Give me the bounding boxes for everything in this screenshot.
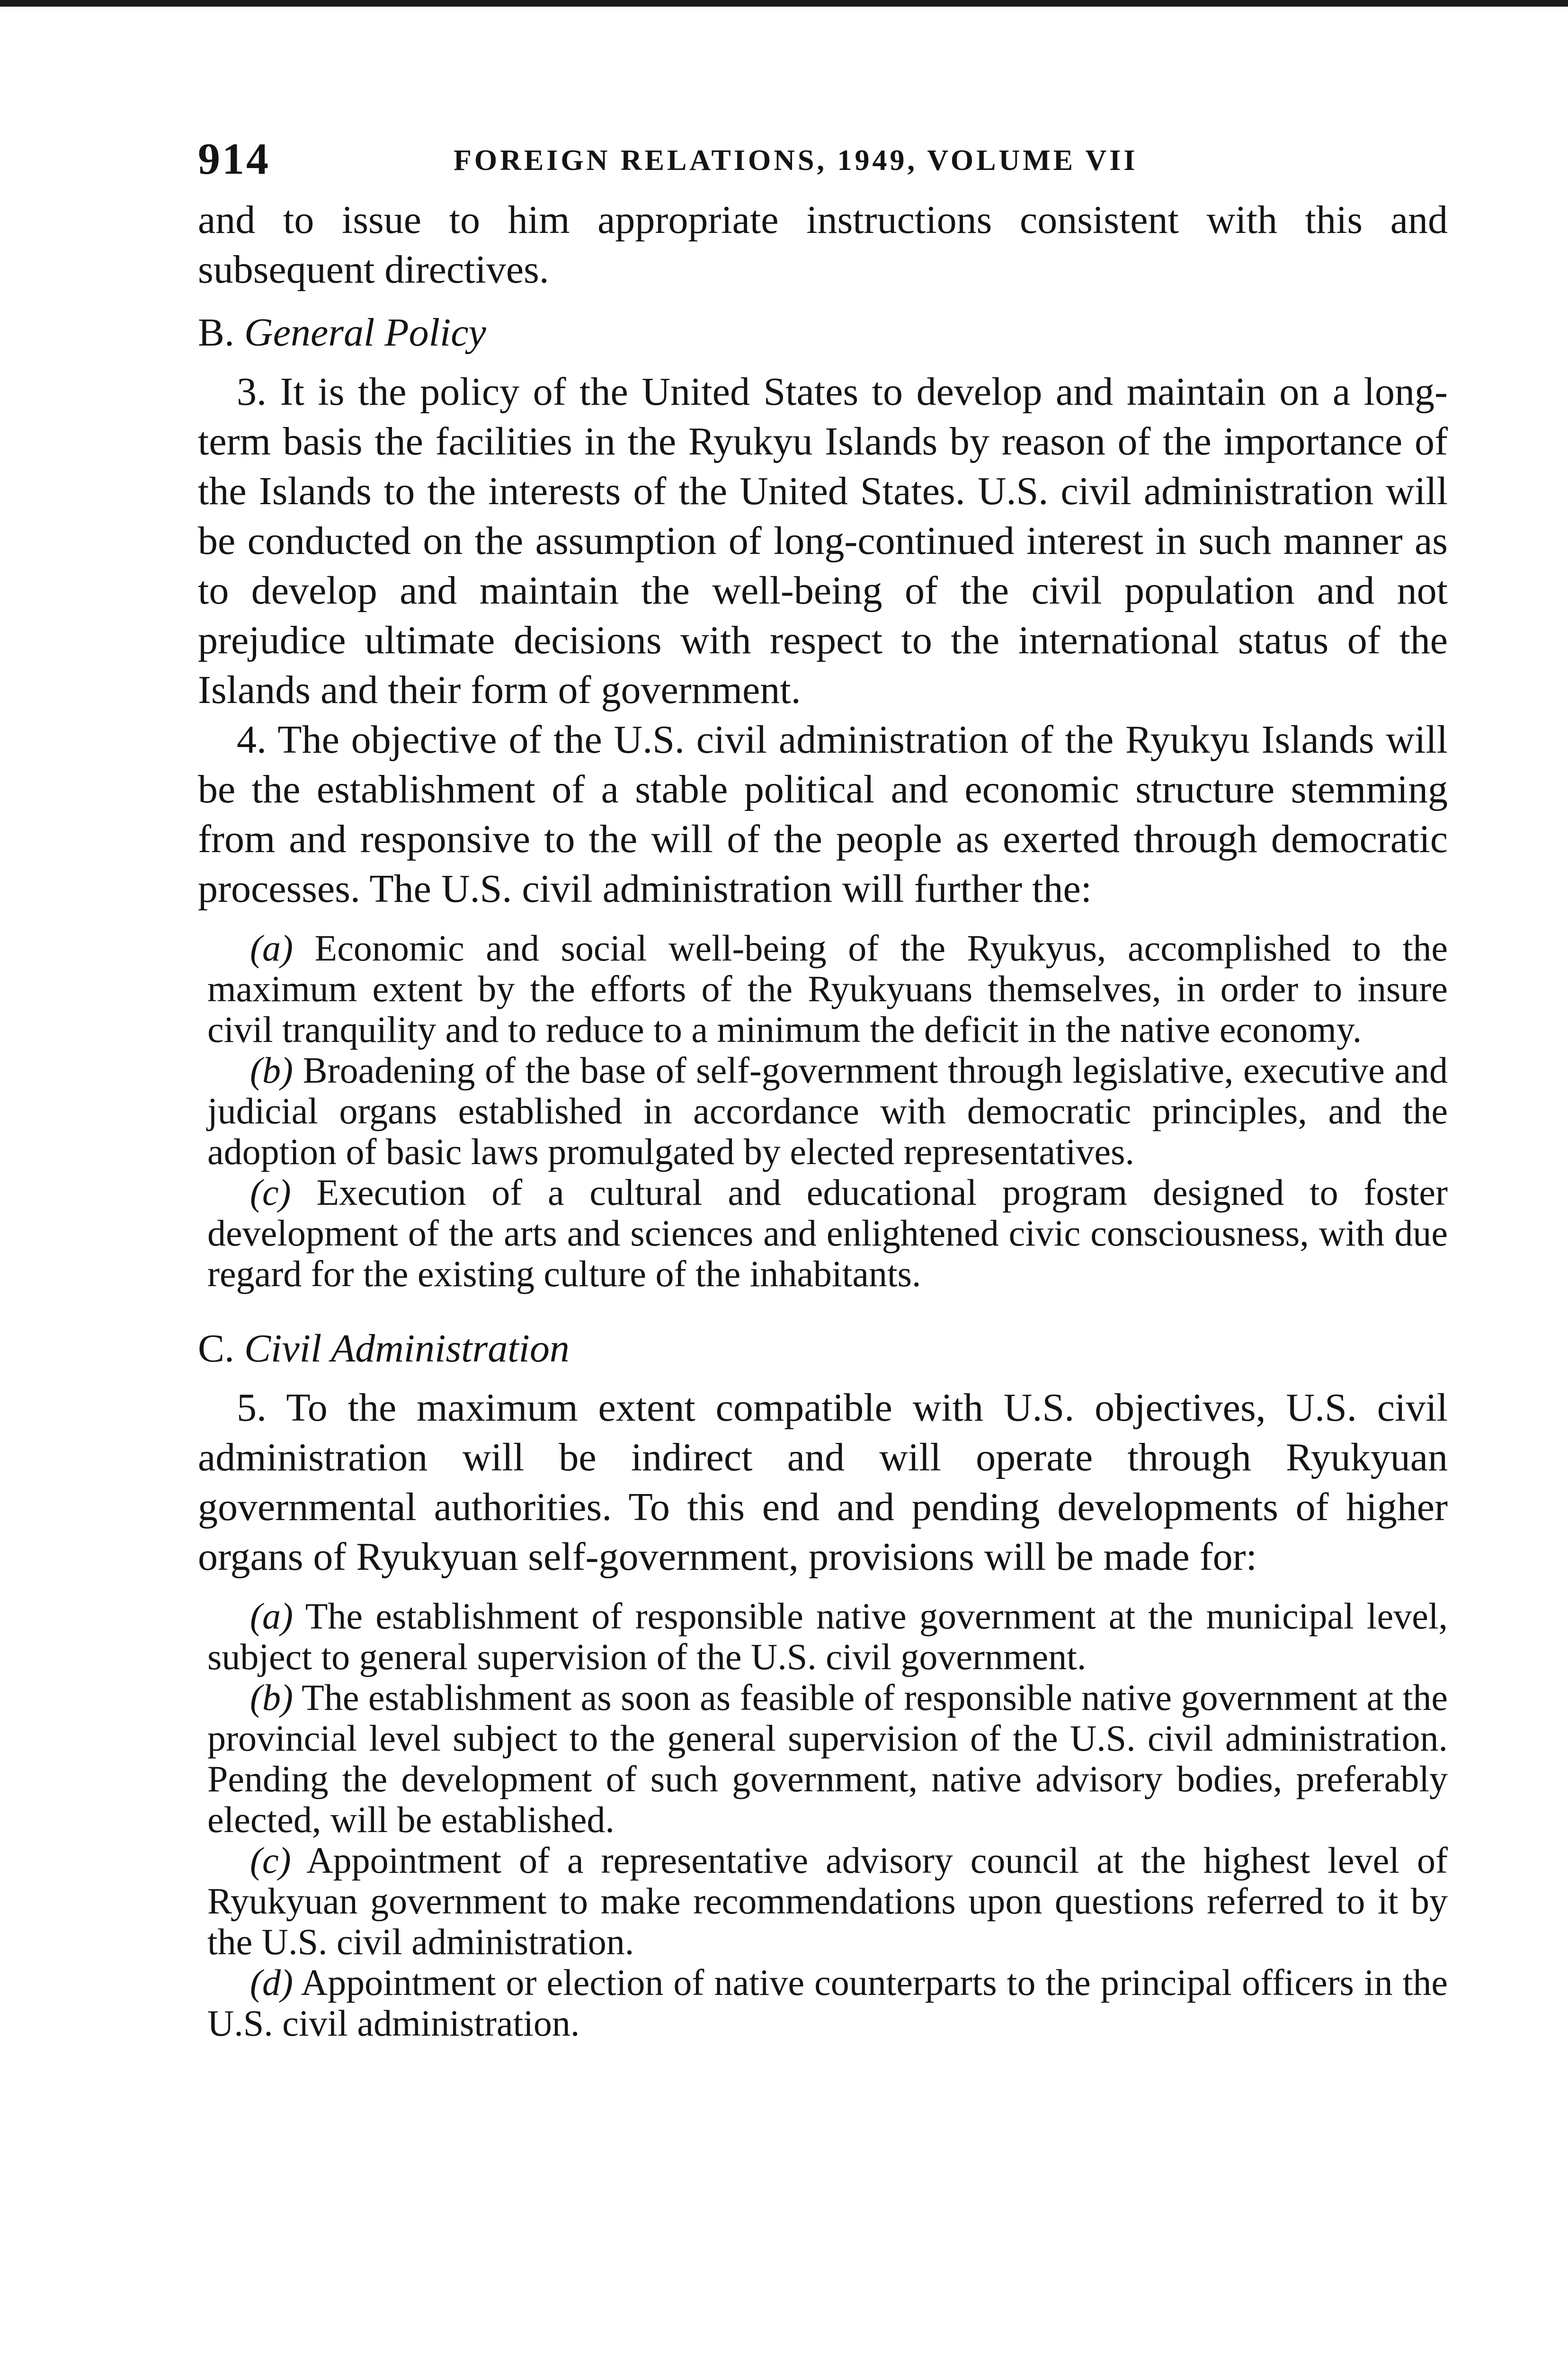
section-b-letter: B. — [198, 311, 235, 355]
list-item-text: Appointment or election of native counterparts to the principal officers in the U.S. civil administration. — [207, 1962, 1448, 2044]
page-number: 914 — [198, 134, 270, 184]
section-c-letter: C. — [198, 1326, 235, 1370]
list-item — [207, 1050, 1448, 1172]
document-page — [198, 133, 1448, 2044]
list-item — [207, 1596, 1448, 1677]
list-item-marker: (b) — [250, 1677, 293, 1718]
paragraph-3: 3. It is the policy of the United States to develop and maintain on a long-term basis the facilities in the Ryukyu Islands by reason of the importance of the Islands to the interests of the United States. U.S. civil administration will be conducted on the assumption of long-continued interest in such manner as to develop and maintain the well-being of the civil population and not prejudice ultimate decisions with respect to the international status of the Islands and their form of government. — [198, 370, 1448, 712]
section-b-heading — [198, 308, 1448, 357]
running-head — [198, 133, 1448, 195]
list-item-marker: (a) — [250, 1595, 293, 1637]
list-item-marker: (a) — [250, 927, 293, 969]
list-item — [207, 1677, 1448, 1840]
list-item — [207, 1172, 1448, 1294]
list-item-text: Broadening of the base of self-government through legislative, executive and judicial organs established in accordance with democratic principles, and the adoption of basic laws promulgated by elected representatives. — [207, 1050, 1448, 1172]
list-item — [207, 1840, 1448, 1962]
list-item-marker: (d) — [250, 1962, 293, 2003]
paragraph-4-subitems — [198, 928, 1448, 1294]
list-item-text: Execution of a cultural and educational program designed to foster development of the arts and sciences and enlightened civic consciousness, with due regard for the existing culture of the inhabitants. — [207, 1172, 1448, 1294]
section-c-title: Civil Administration — [244, 1326, 570, 1370]
list-item-text: Appointment of a representative advisory council at the highest level of Ryukyuan government to make recommendations upon questions referred to it by the U.S. civil administration. — [207, 1840, 1448, 1962]
list-item — [207, 1962, 1448, 2044]
intro-paragraph: and to issue to him appropriate instructions consistent with this and subsequent directives. — [198, 198, 1448, 292]
list-item-text: Economic and social well-being of the Ryukyus, accomplished to the maximum extent by the efforts of the Ryukyuans themselves, in order to insure civil tranquility and to reduce to a minimum the deficit in the native economy. — [207, 927, 1448, 1050]
section-c-heading — [198, 1324, 1448, 1373]
list-item-marker: (b) — [250, 1050, 293, 1091]
spacer — [198, 1294, 1448, 1310]
section-b-title: General Policy — [244, 311, 486, 355]
running-title: FOREIGN RELATIONS, 1949, VOLUME VII — [454, 144, 1138, 177]
list-item — [207, 928, 1448, 1050]
top-border-rule — [0, 0, 1568, 7]
list-item-text: The establishment of responsible native government at the municipal level, subject to general supervision of the U.S. civil government. — [207, 1595, 1448, 1677]
list-item-marker: (c) — [250, 1840, 291, 1881]
paragraph-5: 5. To the maximum extent compatible with U.S. objectives, U.S. civil administration will be indirect and will operate through Ryukyuan governmental authorities. To this end and pending developments of higher organs of Ryukyuan self-government, provisions will be made for: — [198, 1386, 1448, 1579]
list-item-marker: (c) — [250, 1172, 291, 1213]
paragraph-4: 4. The objective of the U.S. civil administration of the Ryukyu Islands will be the establishment of a stable political and economic structure stemming from and responsive to the will of the people as exerted through democratic processes. The U.S. civil administration will further the: — [198, 718, 1448, 911]
paragraph-5-subitems — [198, 1596, 1448, 2044]
list-item-text: The establishment as soon as feasible of responsible native government at the provincial level subject to the general supervision of the U.S. civil administration. Pending the development of such government, native advisory bodies, preferably elected, will be established. — [207, 1677, 1448, 1840]
